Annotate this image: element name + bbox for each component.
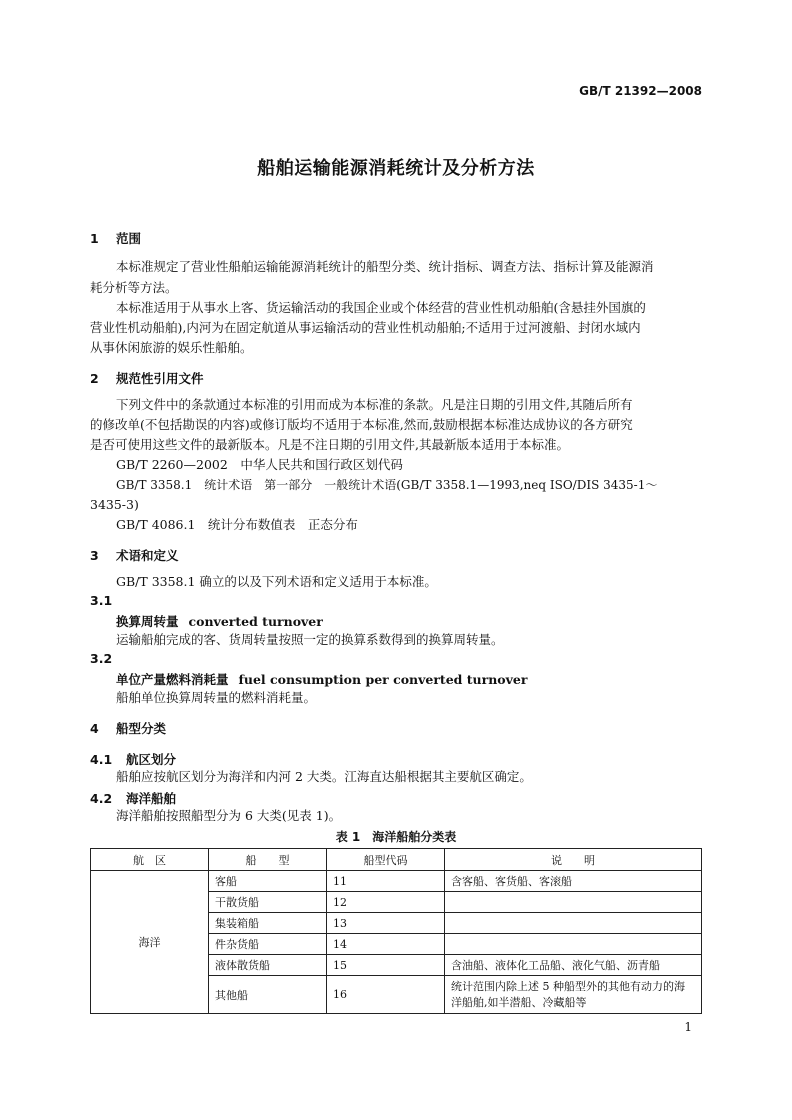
ship-type-cell: 其他船 — [209, 976, 327, 1014]
ship-code-cell: 14 — [327, 934, 445, 955]
subsection-number: 4.1 — [90, 752, 113, 767]
reference-line: GB/T 4086.1 统计分布数值表 正态分布 — [116, 517, 358, 532]
ship-type-cell: 液体散货船 — [209, 955, 327, 976]
subsection-number: 4.2 — [90, 791, 113, 806]
ship-code-cell: 16 — [327, 976, 445, 1014]
note-cell — [445, 892, 702, 913]
subsection-4-2-heading — [90, 789, 176, 807]
paragraph-line: 从事休闲旅游的娱乐性船舶。 — [90, 340, 253, 355]
section-2-heading — [90, 369, 204, 387]
term-definition: 船舶单位换算周转量的燃料消耗量。 — [116, 690, 317, 705]
section-3-heading — [90, 546, 179, 564]
paragraph-line: 船舶应按航区划分为海洋和内河 2 大类。江海直达船根据其主要航区确定。 — [116, 769, 532, 784]
table-row — [91, 871, 702, 892]
ship-classification-table — [90, 848, 702, 1014]
ship-code-cell: 11 — [327, 871, 445, 892]
section-title: 船型分类 — [116, 721, 167, 736]
ship-type-cell: 集装箱船 — [209, 913, 327, 934]
section-title: 术语和定义 — [116, 548, 179, 563]
header-cell: 船型代码 — [327, 849, 445, 871]
clause-number: 3.1 — [90, 593, 113, 608]
paragraph-line: 本标准规定了营业性船舶运输能源消耗统计的船型分类、统计指标、调查方法、指标计算及能源消 — [116, 259, 654, 274]
paragraph-line: 的修改单(不包括勘误的内容)或修订版均不适用于本标准,然而,鼓励根据本标准达成协议的各方研究 — [90, 417, 633, 432]
header-cell: 说 明 — [445, 849, 702, 871]
ship-code-cell: 12 — [327, 892, 445, 913]
section-4-heading — [90, 719, 166, 737]
ship-code-cell: 15 — [327, 955, 445, 976]
term-zh: 单位产量燃料消耗量 — [116, 672, 229, 687]
header-cell: 航 区 — [91, 849, 209, 871]
reference-line: GB/T 3358.1 统计术语 第一部分 一般统计术语(GB/T 3358.1—1993,neq ISO/DIS 3435-1～ — [116, 478, 658, 492]
paragraph-line: 耗分析等方法。 — [90, 280, 178, 295]
subsection-title: 海洋船舶 — [126, 791, 177, 806]
header-cell: 船 型 — [209, 849, 327, 871]
subsection-4-1-heading — [90, 750, 176, 768]
note-cell — [445, 913, 702, 934]
paragraph-line: 是否可使用这些文件的最新版本。凡是不注日期的引用文件,其最新版本适用于本标准。 — [90, 437, 569, 452]
table-header-row — [91, 849, 702, 871]
paragraph-line: 海洋船舶按照船型分为 6 大类(见表 1)。 — [116, 808, 342, 823]
term-en: fuel consumption per converted turnover — [238, 672, 528, 687]
paragraph-line: 下列文件中的条款通过本标准的引用而成为本标准的条款。凡是注日期的引用文件,其随后所有 — [116, 397, 633, 412]
ship-type-cell: 客船 — [209, 871, 327, 892]
page-number: 1 — [684, 1020, 692, 1034]
ship-type-cell: 干散货船 — [209, 892, 327, 913]
term-entry — [116, 612, 323, 630]
term-en: converted turnover — [188, 614, 323, 629]
section-title: 规范性引用文件 — [116, 371, 204, 386]
ship-code-cell: 13 — [327, 913, 445, 934]
ship-type-cell: 件杂货船 — [209, 934, 327, 955]
note-cell: 统计范围内除上述 5 种船型外的其他有动力的海洋船舶,如半潜船、冷藏船等 — [445, 976, 702, 1014]
paragraph-line: GB/T 3358.1 确立的以及下列术语和定义适用于本标准。 — [116, 574, 437, 589]
reference-line: 3435-3) — [90, 497, 139, 512]
table-caption: 表 1 海洋船舶分类表 — [335, 830, 457, 844]
section-number: 4 — [90, 721, 99, 736]
term-definition: 运输船舶完成的客、货周转量按照一定的换算系数得到的换算周转量。 — [116, 632, 504, 647]
region-cell: 海洋 — [91, 871, 209, 1014]
document-title: 船舶运输能源消耗统计及分析方法 — [257, 158, 535, 179]
note-cell: 含客船、客货船、客滚船 — [445, 871, 702, 892]
section-1-heading — [90, 229, 141, 247]
paragraph-line: 营业性机动船舶),内河为在固定航道从事运输活动的营业性机动船舶;不适用于过河渡船、封闭水域内 — [90, 320, 641, 335]
section-number: 3 — [90, 548, 99, 563]
subsection-title: 航区划分 — [126, 752, 177, 767]
note-cell: 含油船、液体化工品船、液化气船、沥青船 — [445, 955, 702, 976]
section-title: 范围 — [116, 231, 142, 246]
section-number: 2 — [90, 371, 99, 386]
section-number: 1 — [90, 231, 99, 246]
reference-line: GB/T 2260—2002 中华人民共和国行政区划代码 — [116, 457, 403, 472]
note-cell — [445, 934, 702, 955]
term-zh: 换算周转量 — [116, 614, 179, 629]
paragraph-line: 本标准适用于从事水上客、货运输活动的我国企业或个体经营的营业性机动船舶(含悬挂外国旗的 — [116, 300, 646, 315]
clause-number: 3.2 — [90, 651, 113, 666]
term-entry — [116, 670, 527, 688]
standard-number: GB/T 21392—2008 — [579, 84, 702, 98]
